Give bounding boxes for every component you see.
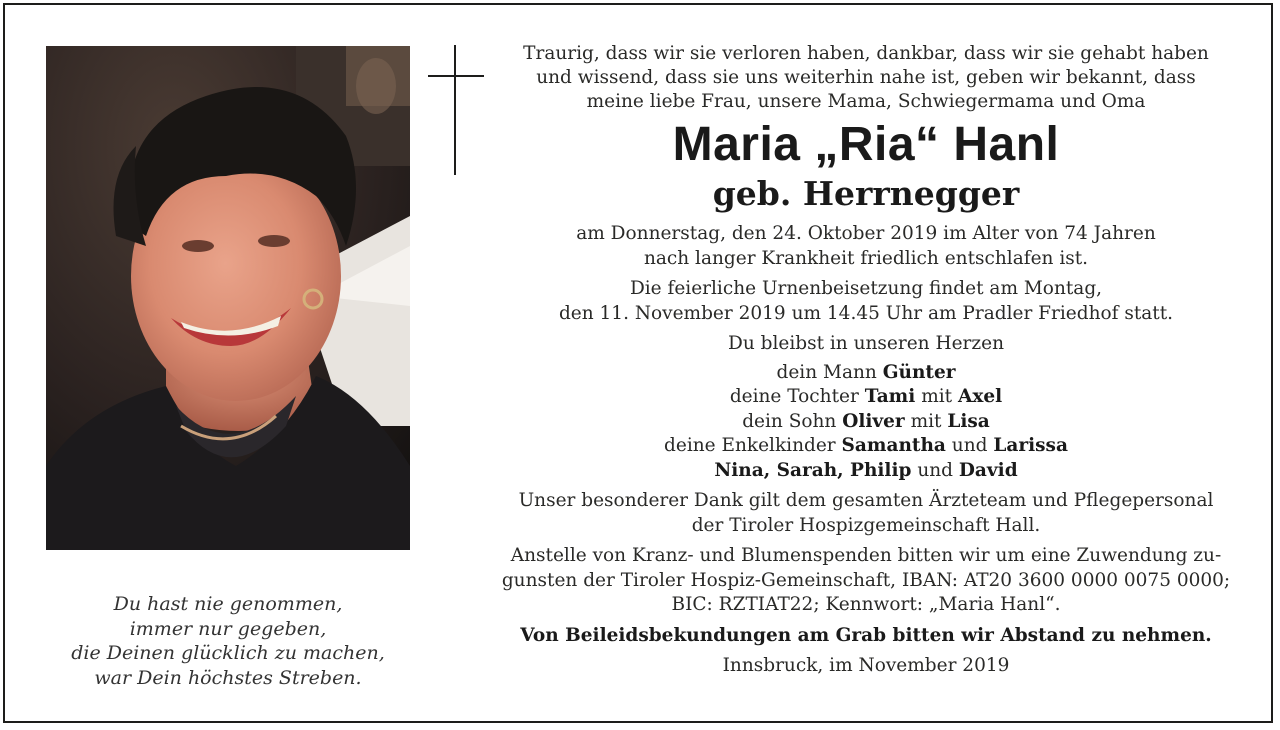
family-heading: Du bleibst in unseren Herzen	[727, 333, 1004, 354]
ceremony-line: den 11. November 2019 um 14.45 Uhr am Pradler Friedhof statt.	[558, 302, 1174, 324]
family-member-name: Nina, Sarah, Philip	[714, 459, 912, 481]
relation-text: dein Sohn	[742, 410, 837, 432]
thanks-line: Unser besonderer Dank gilt dem gesamten Ärzteteam und Pflegepersonal	[518, 490, 1214, 511]
thanks-line: der Tiroler Hospizgemeinschaft Hall.	[691, 514, 1041, 536]
poem-line: immer nur gegeben,	[129, 617, 327, 640]
condolence-request	[490, 624, 1242, 649]
donation-line: gunsten der Tiroler Hospiz-Gemeinschaft, IBAN: AT20 3600 0000 0075 0000;	[501, 569, 1231, 591]
ceremony-line: Die feierliche Urnenbeisetzung findet am Montag,	[629, 278, 1103, 299]
donation-line: BIC: RZTIAT22; Kennwort: „Maria Hanl“.	[671, 594, 1061, 615]
family-son	[490, 410, 1242, 435]
poem-line: die Deinen glücklich zu machen,	[71, 642, 385, 664]
family-husband	[490, 361, 1242, 386]
announcement-text	[490, 42, 1242, 679]
cross-icon	[428, 45, 484, 175]
family-member-name: Larissa	[993, 435, 1068, 456]
family-member-name: Lisa	[947, 410, 990, 432]
relation-text: deine Enkelkinder	[664, 435, 836, 456]
intro-line: und wissend, dass sie uns weiterhin nahe ist, geben wir bekannt, dass	[536, 67, 1196, 88]
donation-line: Anstelle von Kranz- und Blumenspenden bitten wir um eine Zuwendung zu-	[510, 545, 1222, 566]
maiden-name: geb. Herrnegger	[712, 174, 1020, 213]
relation-text: deine Tochter	[729, 386, 859, 407]
family-daughter	[490, 385, 1242, 410]
poem-line: Du hast nie genommen,	[113, 593, 343, 615]
place-date: Innsbruck, im November 2019	[722, 655, 1010, 676]
family-grandchildren	[490, 434, 1242, 459]
condolence-request-text: Von Beileidsbekundungen am Grab bitten wir Abstand zu nehmen.	[520, 624, 1212, 646]
poem-line: war Dein höchstes Streben.	[94, 666, 362, 689]
family-member-name: Günter	[882, 361, 956, 383]
death-line: nach langer Krankheit friedlich entschlafen ist.	[643, 247, 1089, 269]
intro-line: Traurig, dass wir sie verloren haben, dankbar, dass wir sie gehabt haben	[523, 43, 1209, 64]
family-member-name: Tami	[864, 386, 916, 407]
family-member-name: Axel	[957, 386, 1003, 407]
connector-text: mit	[921, 386, 953, 407]
connector-text: und	[917, 459, 953, 481]
relation-text: dein Mann	[776, 361, 877, 383]
death-line: am Donnerstag, den 24. Oktober 2019 im Alter von 74 Jahren	[576, 223, 1156, 244]
connector-text: mit	[910, 410, 942, 432]
family-member-name: Samantha	[841, 435, 946, 456]
deceased-name: Maria „Ria“ Hanl	[672, 118, 1060, 171]
family-grandchildren-more	[490, 459, 1242, 484]
portrait-photo	[46, 46, 410, 550]
family-member-name: Oliver	[842, 410, 905, 432]
connector-text: und	[951, 435, 988, 456]
intro-line: meine liebe Frau, unsere Mama, Schwiegermama und Oma	[586, 91, 1146, 112]
poem	[40, 592, 416, 690]
family-member-name: David	[958, 459, 1018, 481]
